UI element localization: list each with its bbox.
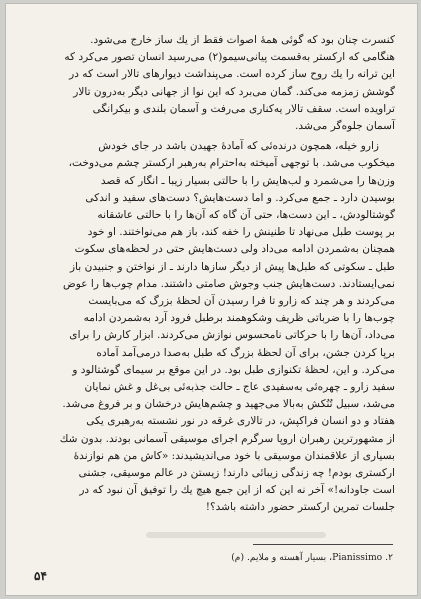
footnote-rule — [253, 544, 393, 545]
text-line: می‌کردند و هر چند که زارو تا فرا رسیدن آن لحظهٔ بزرگ که می‌بایست — [88, 295, 395, 308]
body-text — [30, 32, 395, 520]
text-line: نمی‌ایستادند. دست‌هایش جنب وجوش صامتی داشتند. مدام چوب‌ها را عوض — [62, 277, 395, 290]
paragraph-2 — [30, 138, 395, 516]
text-line: سفید زارو ـ چهره‌ئی به‌سفیدی عاج ـ حالت جذبه‌ئی بی‌غل و غش نمایان — [84, 381, 395, 394]
text-line: میخکوب می‌شد. با توجهی آمیخته به‌احترام به‌رهبر ارکستر چشم می‌دوخت، — [68, 157, 395, 170]
text-line: جلسات تمرین ارکستر حضور داشته باشد؟! — [205, 501, 395, 514]
text-line: چوب‌ها را با ضرباتی ظریف وشکوهمند برطبل فرود آرد به‌شمردن ادامه — [83, 312, 395, 325]
text-line: تراویده است. سقف تالار یه‌کناری می‌رفت و آسمان بلندی و بیکرانگی — [92, 102, 395, 115]
text-line: همچنان به‌شمردن ادامه می‌داد ولی دست‌هایش حتی در لحظه‌های سکوت — [74, 243, 395, 256]
text-line: می‌شد، سبیل تُنُکش به‌بالا می‌جهید و چشم‌هایش درخشان و بر فروغ می‌شد. — [62, 398, 395, 411]
text-line: آسمان جلوه‌گر می‌شد. — [295, 120, 395, 133]
paragraph-1 — [30, 32, 395, 135]
text-line: گوشش زمزمه می‌کند. گمان می‌برد که این نوا از جهانی دیگر به‌درون تالار — [73, 85, 395, 98]
faint-bleed-through — [146, 532, 326, 538]
text-line: ارکستری بودم! چه زندگی زیبائی دارند! زیستن در عالم موسیقی، جشنی — [78, 467, 395, 480]
text-line: این ترانه را یك روح ساز کرده است. می‌پنداشت دیوارهای تالار است که در — [69, 68, 395, 81]
text-line: گوشتالودش، ـ این دست‌ها، حتی آن گاه که آن‌ها را با حالتی عاشقانه — [97, 209, 395, 222]
text-line: است جاودانه!» آخر نه این که از این جمع هیچ یك را توفیق آن نبود که در — [79, 484, 395, 497]
text-line: وزن‌ها را می‌شمرد و لب‌هایش را با حالتی بسیار زیبا ـ انگار که قصد — [100, 174, 395, 187]
text-line: می‌داد، آن‌ها را با حرکاتی نامحسوس نوازش می‌کردند. ابزار کارش را برای — [69, 329, 395, 342]
text-line: طبل ـ سکوتی که طبل‌ها پیش از دیگر سازها دارند ـ از نواختن و جنبیدن باز — [69, 260, 395, 273]
text-line: برپا کردن جشن، برای آن لحظهٔ بزرگ که طبل به‌صدا درمی‌آمد آماده — [96, 346, 395, 359]
text-line: کنسرت چنان بود که گوئی همهٔ اصوات فقط از یك ساز خارج می‌شود. — [90, 34, 395, 46]
book-page — [6, 4, 417, 595]
footnote: ۲. Pianissimo، بسیار آهسته و ملایم. (م) — [231, 552, 393, 563]
text-line: هفتاد و دو انسان فراکپش، در تالاری غرقه در نور نشسته به‌رهبری یکی — [86, 415, 395, 428]
text-line: هنگامی که ارکستر به‌قسمت پیانی‌سیمو‎(۲)‎ می‌رسید انسان تصور می‌کرد که — [64, 51, 395, 64]
page-number: ۵۴ — [34, 569, 47, 583]
text-line: بر پوست طبل می‌نهاد تا طنینش را خفه کند، باز هم می‌نواختند. او خود — [87, 226, 395, 239]
text-line: بوسیدن دارد ـ جمع می‌کرد. و اما دست‌هایش؟ دست‌های سفید و اندکی — [85, 191, 395, 204]
text-line: بسیاری از علاقمندان موسیقی با خود می‌اندیشیدند: «کاش من هم نوازندهٔ — [73, 449, 395, 462]
text-line: از مشهورترین رهبران اروپا سرگرم اجرای موسیقی آسمانی بودند. بدون شك — [59, 432, 395, 445]
text-line: می‌کرد. و این، لحظهٔ تکنوازی طبل بود. در این موقع بر سیمای گوشتالود و — [72, 363, 395, 376]
text-line: زارو خیله، همچون درنده‌ئی که آمادهٔ جهیدن باشد در جای خودش — [98, 140, 379, 153]
